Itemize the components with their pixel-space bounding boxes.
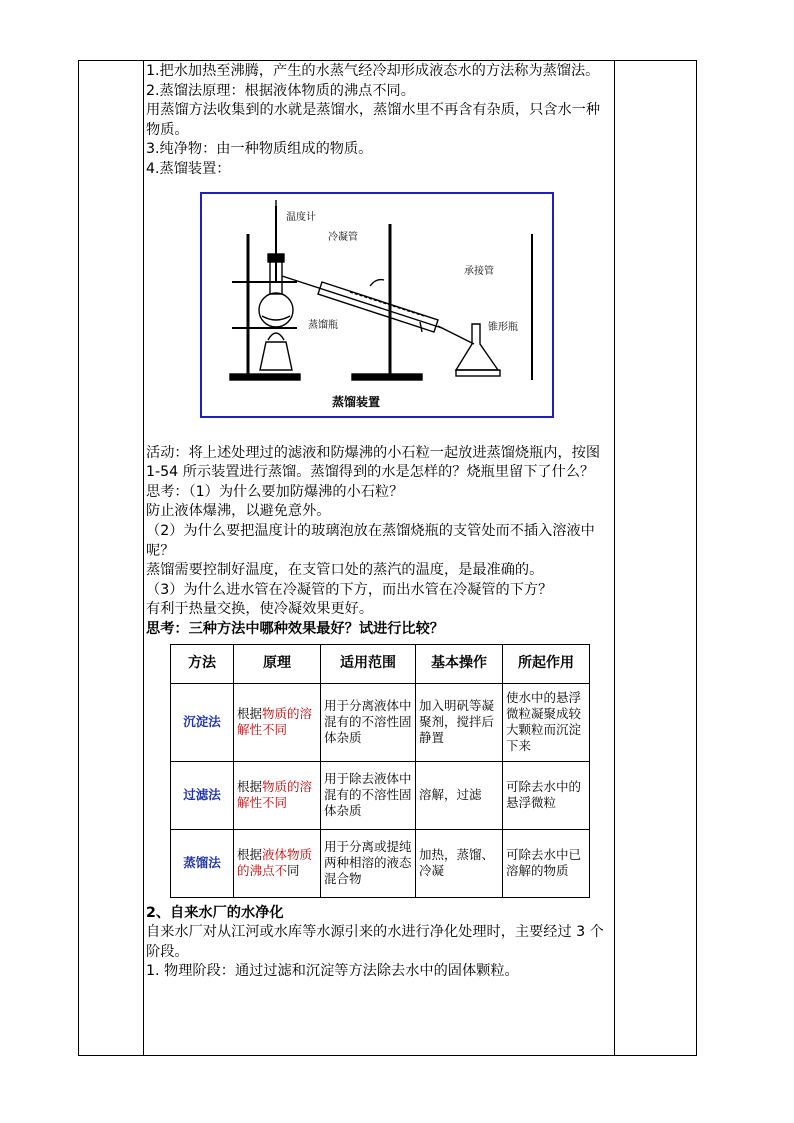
principle-cell	[234, 829, 321, 897]
method-cell: 过滤法	[171, 761, 234, 829]
answer-1: 防止液体爆沸，以避免意外。	[146, 503, 331, 520]
label-conical-flask: 锥形瓶	[488, 321, 518, 333]
figure-caption: 蒸馏装置	[332, 394, 381, 409]
method-cell: 蒸馏法	[171, 829, 234, 897]
header-principle: 原理	[234, 644, 321, 683]
label-flask: 蒸馏瓶	[308, 319, 338, 331]
question-2: （2）为什么要把温度计的玻璃泡放在蒸馏烧瓶的支管处而不插入溶液中呢？	[146, 522, 595, 559]
question-3: （3）为什么进水管在冷凝管的下方，而出水管在冷凝管的下方？	[146, 581, 553, 598]
paragraph-pure-substance: 3.纯净物：由一种物质组成的物质。	[146, 141, 373, 158]
label-thermometer: 温度计	[286, 211, 316, 223]
paragraph-activity: 活动：将上述处理过的滤液和防爆沸的小石粒一起放进蒸馏烧瓶内，按图 1-54 所示装置进行蒸馏。蒸馏得到的水是怎样的？烧瓶里留下了什么？	[146, 444, 601, 481]
principle-prefix: 根据	[237, 779, 263, 794]
label-adapter: 承接管	[464, 265, 494, 277]
effect-cell: 可除去水中已溶解的物质	[503, 829, 590, 897]
distillation-apparatus-figure	[200, 192, 554, 418]
effect-cell: 使水中的悬浮微粒凝聚成较大颗粒而沉淀下来	[503, 683, 590, 761]
effect-cell: 可除去水中的悬浮微粒	[503, 761, 590, 829]
principle-prefix: 根据	[237, 706, 263, 721]
header-scope: 适用范围	[321, 644, 416, 683]
principle-suffix: 同	[287, 863, 300, 878]
paragraph-distillation-def: 1.把水加热至沸腾，产生的水蒸气经冷却形成液态水的方法称为蒸馏法。	[146, 63, 600, 79]
method-cell: 沉淀法	[171, 683, 234, 761]
question-1: 思考：（1）为什么要加防爆沸的小石粒？	[146, 483, 404, 500]
table-row	[171, 829, 590, 897]
scope-cell: 用于除去液体中混有的不溶性固体杂质	[321, 761, 416, 829]
principle-prefix: 根据	[237, 847, 263, 862]
section-2-paragraph-1: 自来水厂对从江河或水库等水源引来的水进行净化处理时，主要经过 3 个阶段。	[146, 924, 604, 960]
principle-cell	[234, 761, 321, 829]
header-effect: 所起作用	[503, 644, 590, 683]
main-content	[146, 62, 612, 982]
paragraph-apparatus: 4.蒸馏装置：	[146, 160, 231, 177]
answer-2: 蒸馏需要控制好温度，在支管口处的蒸汽的温度，是最准确的。	[146, 562, 544, 579]
section-2-paragraph-2: 1. 物理阶段：通过过滤和沉淀等方法除去水中的固体颗粒。	[146, 963, 519, 980]
comparison-table	[170, 644, 590, 898]
answer-3: 有利于热量交换，使冷凝效果更好。	[146, 601, 374, 618]
label-condenser: 冷凝管	[328, 231, 358, 243]
header-method: 方法	[171, 644, 234, 683]
table-header-row	[171, 644, 590, 683]
section-2-title: 2、自来水厂的水净化	[146, 904, 284, 921]
scope-cell: 用于分离液体中混有的不溶性固体杂质	[321, 683, 416, 761]
table-row	[171, 761, 590, 829]
principle-highlight: 物质的溶解性不同	[237, 706, 313, 737]
column-divider-left	[143, 61, 144, 1055]
operation-cell: 加入明矾等凝聚剂，搅拌后静置	[416, 683, 503, 761]
principle-highlight: 液体物质的沸点不	[237, 847, 313, 878]
header-operation: 基本操作	[416, 644, 503, 683]
column-divider-right	[614, 61, 615, 1055]
operation-cell: 加热，蒸馏、冷凝	[416, 829, 503, 897]
principle-cell	[234, 683, 321, 761]
operation-cell: 溶解，过滤	[416, 761, 503, 829]
principle-highlight: 物质的溶解性不同	[237, 779, 313, 810]
paragraph-distilled-water: 用蒸馏方法收集到的水就是蒸馏水，蒸馏水里不再含有杂质，只含水一种物质。	[146, 102, 601, 138]
paragraph-principle: 2.蒸馏法原理：根据液体物质的沸点不同。	[146, 82, 415, 99]
apparatus-drawing	[202, 194, 552, 416]
scope-cell: 用于分离或提纯两种相溶的液态混合物	[321, 829, 416, 897]
think-heading: 思考：三种方法中哪种效果最好？试进行比较？	[146, 620, 444, 637]
table-row	[171, 683, 590, 761]
